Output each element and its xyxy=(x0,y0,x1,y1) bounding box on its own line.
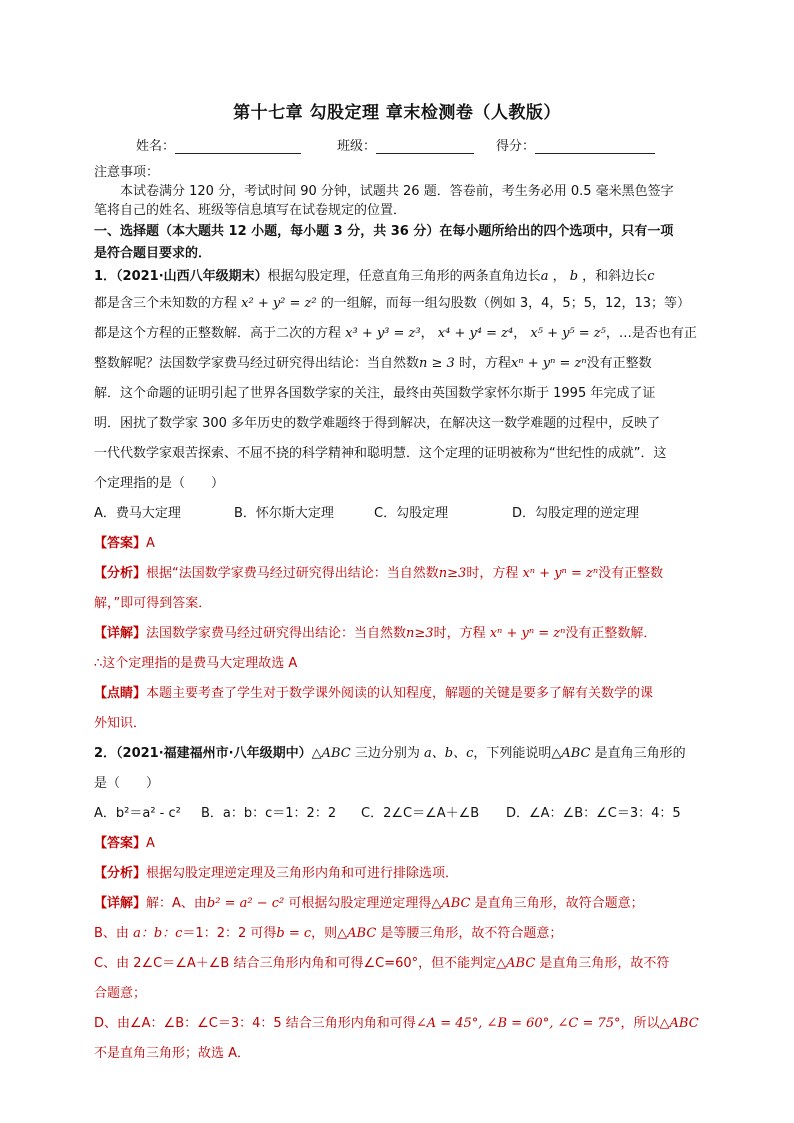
q1-conclusion: ∴这个定理指的是费马大定理故选 A xyxy=(94,656,298,671)
math-equation: x² + y² = z² xyxy=(241,296,317,311)
detail-text: 可根据勾股定理逆定理得 xyxy=(284,896,432,911)
q2-text: 三边分别为 xyxy=(350,746,425,761)
detail-text: B、由 xyxy=(94,926,134,941)
q1-line-8: 个定理指的是（ ） xyxy=(94,476,225,491)
q2-answer xyxy=(94,829,700,859)
q1-source: 1．（2021·山西八年级期末） xyxy=(94,269,268,284)
detail-text: 没有正整数解． xyxy=(565,626,657,641)
analysis-text: 根据勾股定理逆定理及三角形内角和可进行排除选项． xyxy=(146,866,459,881)
q1-line-5: 解．这个命题的证明引起了世界各国数学家的关注，最终由英国数学家怀尔斯于 1995 年完成了证 xyxy=(94,386,656,401)
document-title: 第十七章 勾股定理 章末检测卷（人教版） xyxy=(233,103,561,123)
q1-analysis-line-2: 解，”即可得到答案． xyxy=(94,596,212,611)
q2-detail-d-cont: 不是直角三角形；故选 A． xyxy=(94,1046,251,1061)
q1-answer xyxy=(94,529,700,559)
detail-text: 是直角三角形，故符合题意； xyxy=(470,896,644,911)
analysis-tag: 【分析】 xyxy=(94,866,147,881)
q2-options xyxy=(94,799,700,829)
math-sides: a、b、c xyxy=(424,746,474,761)
notice-line-2: 笔将自己的姓名、班级等信息填写在试卷规定的位置． xyxy=(94,203,407,218)
q2-line-2: 是（ ） xyxy=(94,776,160,791)
name-label: 姓名： xyxy=(136,139,176,154)
comment-tag: 【点睛】 xyxy=(94,686,147,701)
q1-line-6: 明．困扰了数学家 300 多年历史的数学难题终于得到解决，在解决这一数学难题的过程中，反映了 xyxy=(94,416,661,431)
q1-line-7: 一代代数学家艰苦探索、不屈不挠的科学精神和聪明慧．这个定理的证明被称为“世纪性的成就”．这 xyxy=(94,446,667,461)
q1-comment-line-2: 外知识． xyxy=(94,716,147,731)
q1-sep: ，和斜边长 xyxy=(578,269,648,284)
detail-text: ，则 xyxy=(311,926,338,941)
student-info-row xyxy=(94,135,700,154)
analysis-text: 根据“法国数学家费马经过研究得出结论：当自然数 xyxy=(146,566,439,581)
math-equation: x³ + y³ = z³ xyxy=(345,326,421,341)
name-blank[interactable] xyxy=(175,139,301,154)
q1-option-d[interactable]: D．勾股定理的逆定理 xyxy=(512,506,640,521)
score-label: 得分： xyxy=(496,139,536,154)
comment-text: 本题主要考查了学生对于数学课外阅读的认知程度，解题的关键是要多了解有关数学的课 xyxy=(146,686,654,701)
detail-text: 是等腰三角形，故不符合题意； xyxy=(376,926,563,941)
detail-text: ＝1：2：2 可得 xyxy=(182,926,277,941)
detail-text: 时，方程 xyxy=(433,626,490,641)
math-a: a xyxy=(540,269,549,284)
q1-text: 时，方程 xyxy=(454,356,511,371)
document-body xyxy=(94,164,700,1069)
q1-text: 根据勾股定理，任意直角三角形的两条直角边长 xyxy=(267,269,541,284)
q1-sep: ， xyxy=(513,326,531,341)
math-equation: xⁿ + yⁿ = zⁿ xyxy=(522,566,599,581)
detail-tag: 【详解】 xyxy=(94,626,147,641)
score-blank[interactable] xyxy=(535,139,655,154)
q1-option-b[interactable]: B．怀尔斯大定理 xyxy=(234,506,334,521)
section-heading-line-1: 一、选择题（本大题共 12 小题，每小题 3 分，共 36 分）在每小题所给出的四个选项中，只有一项 xyxy=(94,224,674,239)
math-equation: b² = a² − c² xyxy=(206,896,285,911)
math-b: b xyxy=(569,269,579,284)
detail-text: ，所以 xyxy=(620,1016,660,1031)
detail-text: 解：A、由 xyxy=(146,896,207,911)
q2-detail-b xyxy=(94,919,700,949)
notice-line-1: 本试卷满分 120 分，考试时间 90 分钟，试题共 26 题．答卷前，考生务必用 0.5 毫米黑色签字 xyxy=(120,184,674,199)
q2-detail-c-cont: 合题意； xyxy=(94,986,147,1001)
answer-value: A xyxy=(146,536,155,551)
q1-option-a[interactable]: A．费马大定理 xyxy=(94,506,181,521)
q1-detail xyxy=(94,619,700,649)
q1-text: 没有正整数 xyxy=(586,356,652,371)
analysis-text: 时，方程 xyxy=(466,566,523,581)
math-angles: ∠A = 45°, ∠B = 60°, ∠C = 75° xyxy=(415,1016,621,1031)
q1-line-3 xyxy=(94,319,700,349)
math-triangle: ABC xyxy=(561,746,591,761)
q1-line-4 xyxy=(94,349,700,379)
q2-analysis xyxy=(94,859,700,889)
math-inequality: n≥3 xyxy=(438,566,467,581)
q1-text: 的一组解，而每一组勾股数（例如 3，4，5；5，12，13；等） xyxy=(316,296,691,311)
q2-text: 是直角三角形的 xyxy=(590,746,686,761)
q2-detail-c xyxy=(94,949,700,979)
q1-option-c[interactable]: C．勾股定理 xyxy=(374,506,449,521)
math-triangle: △ABC xyxy=(337,926,377,941)
math-equation: xⁿ + yⁿ = zⁿ xyxy=(510,356,587,371)
notice-title: 注意事项： xyxy=(94,165,160,180)
section-heading-line-2: 是符合题目要求的． xyxy=(94,246,212,261)
math-inequality: n ≥ 3 xyxy=(419,356,455,371)
q1-options xyxy=(94,499,700,529)
math-equation: xⁿ + yⁿ = zⁿ xyxy=(489,626,566,641)
math-ratio: a：b：c xyxy=(133,926,183,941)
math-triangle: △ABC xyxy=(311,746,351,761)
q1-comment-line-1 xyxy=(94,679,700,709)
math-equation: b = c xyxy=(276,926,312,941)
detail-text: 法国数学家费马经过研究得出结论：当自然数 xyxy=(146,626,407,641)
math-triangle: △ABC xyxy=(496,956,536,971)
q2-text: ，下列能说明△ xyxy=(473,746,562,761)
q1-analysis-line-1 xyxy=(94,559,700,589)
class-blank[interactable] xyxy=(376,139,474,154)
q1-sep: ， xyxy=(420,326,438,341)
analysis-tag: 【分析】 xyxy=(94,566,147,581)
detail-tag: 【详解】 xyxy=(94,896,147,911)
q1-text: ，…是否也有正 xyxy=(605,326,697,341)
answer-value: A xyxy=(146,836,155,851)
detail-text: D、由∠A：∠B：∠C＝3：4：5 结合三角形内角和可得 xyxy=(94,1016,416,1031)
math-c: c xyxy=(647,269,655,284)
detail-text: C、由 2∠C＝∠A＋∠B 结合三角形内角和可得∠C=60°，但不能判定 xyxy=(94,956,497,971)
q1-sep: ， xyxy=(548,269,570,284)
analysis-text: 没有正整数 xyxy=(598,566,664,581)
q2-option-a[interactable]: A．b²＝a² - c² xyxy=(94,806,181,821)
math-inequality: n≥3 xyxy=(406,626,434,641)
q2-option-c[interactable]: C．2∠C＝∠A＋∠B xyxy=(361,806,480,821)
q1-text: 都是这个方程的正整数解．高于二次的方程 xyxy=(94,326,346,341)
q1-text: 整数解呢？法国数学家费马经过研究得出结论：当自然数 xyxy=(94,356,420,371)
math-triangle: △ABC xyxy=(431,896,471,911)
class-label: 班级： xyxy=(337,139,377,154)
math-equation: x⁵ + y⁵ = z⁵ xyxy=(530,326,606,341)
answer-tag: 【答案】 xyxy=(94,836,147,851)
math-equation: x⁴ + y⁴ = z⁴ xyxy=(437,326,514,341)
q2-source: 2．（2021·福建福州市·八年级期中） xyxy=(94,746,312,761)
q2-line-1 xyxy=(94,739,700,769)
q1-text: 都是含三个未知数的方程 xyxy=(94,296,242,311)
q1-line-1 xyxy=(94,265,700,289)
detail-text: 是直角三角形，故不符 xyxy=(535,956,670,971)
q1-line-2 xyxy=(94,289,700,319)
math-triangle: △ABC xyxy=(659,1016,699,1031)
q2-option-b[interactable]: B．a：b：c＝1：2：2 xyxy=(201,806,337,821)
answer-tag: 【答案】 xyxy=(94,536,147,551)
q2-option-d[interactable]: D．∠A：∠B：∠C＝3：4：5 xyxy=(506,806,681,821)
q2-detail-a xyxy=(94,889,700,919)
q2-detail-d xyxy=(94,1009,700,1039)
